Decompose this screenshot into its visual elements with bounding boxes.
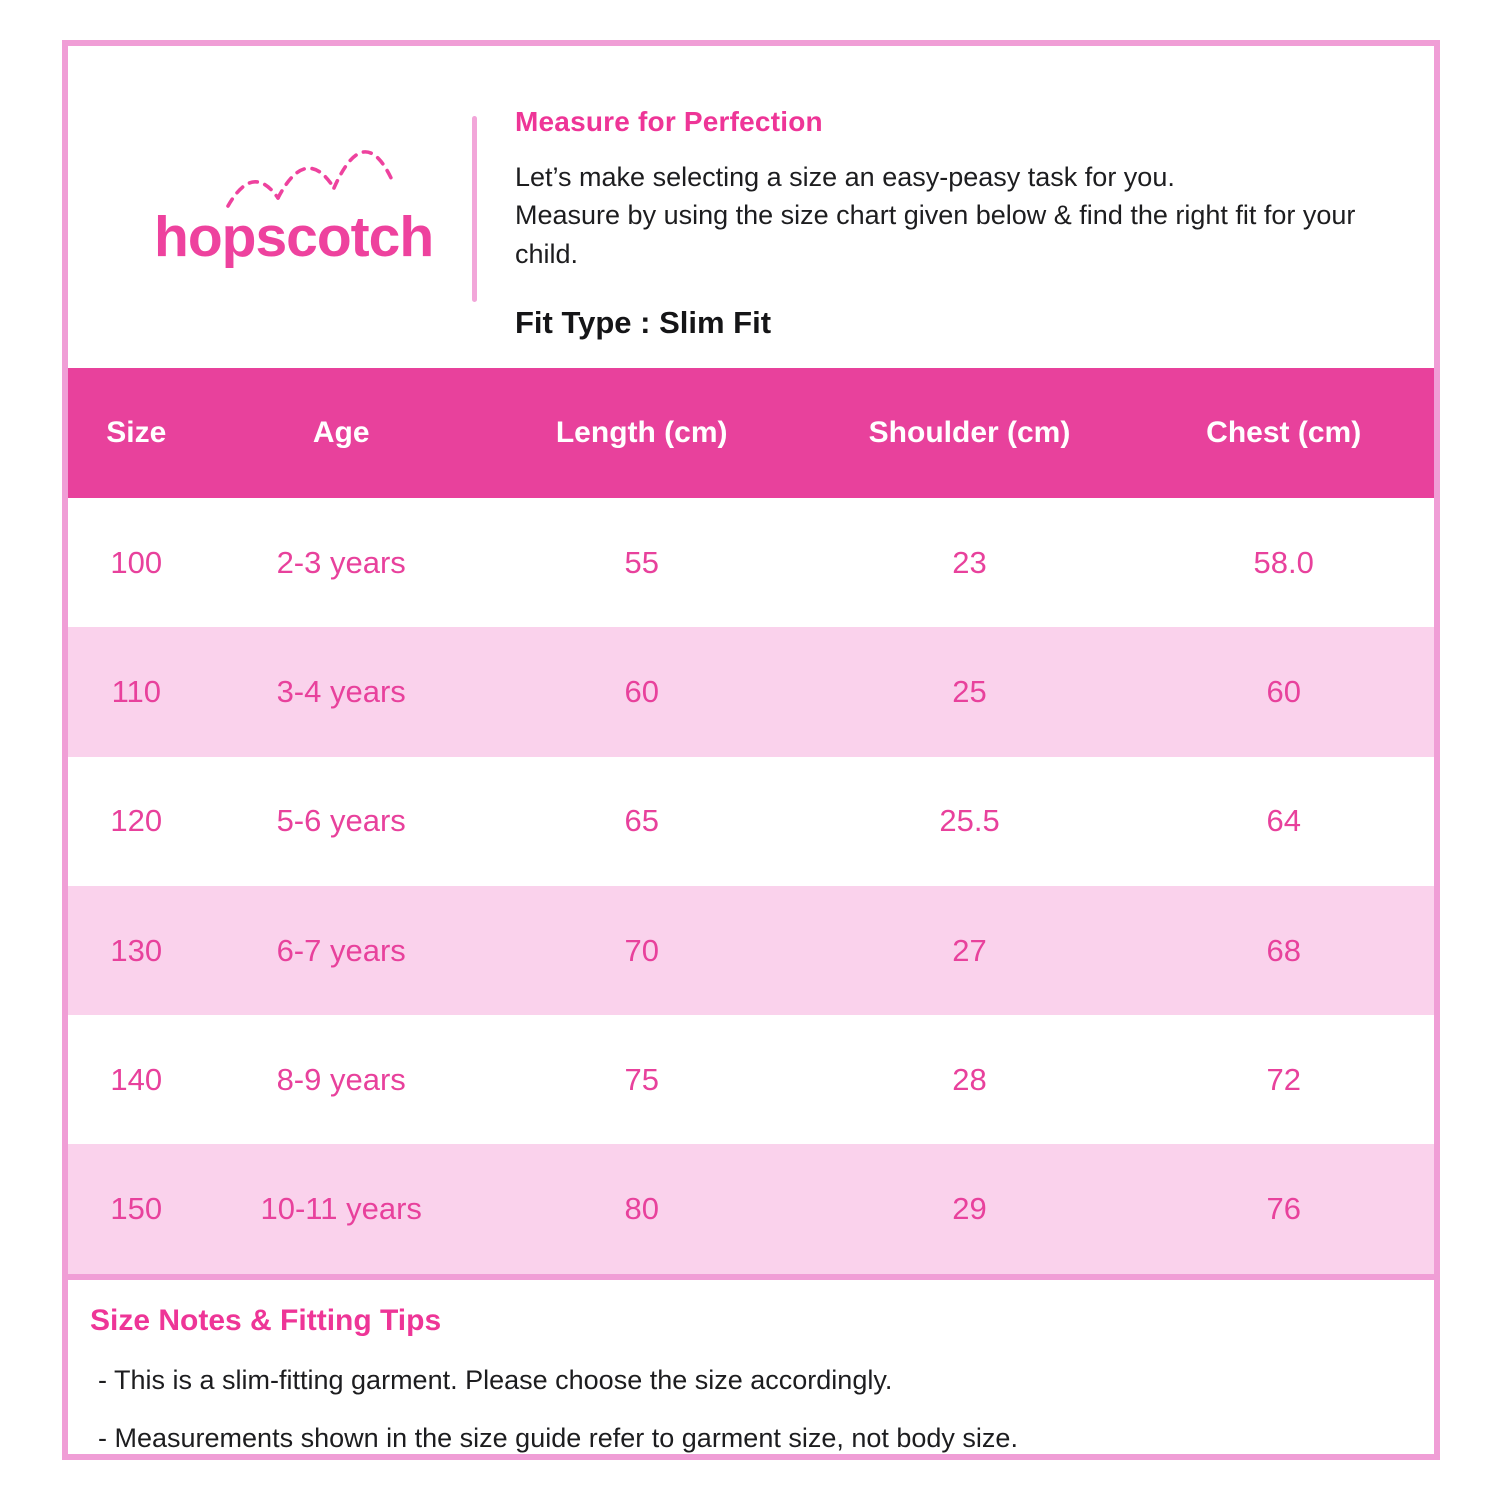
vertical-divider [472,116,477,302]
intro-block [515,46,1434,368]
table-cell: 23 [952,544,987,580]
table-cell: 5-6 years [276,803,406,839]
table-row [68,627,1434,756]
table-cell: 58.0 [1253,544,1314,580]
table-cell: 2-3 years [276,544,406,580]
size-chart-card [62,40,1440,1460]
table-cell: 10-11 years [260,1191,422,1227]
column-header-length: Length (cm) [555,416,728,449]
note-item-2: - Measurements shown in the size guide refer to garment size, not body size. [98,1422,1018,1453]
table-cell: 27 [952,932,987,968]
table-cell: 25 [952,673,987,709]
table-cell: 3-4 years [276,673,406,709]
table-cell: 100 [110,544,163,580]
hopscotch-logo-icon [150,124,450,284]
table-cell: 72 [1266,1061,1301,1097]
table-cell: 60 [624,673,659,709]
table-cell: 60 [1266,673,1301,709]
intro-line-2: Measure by using the size chart given below & find the right fit for your child. [515,200,1356,269]
table-cell: 28 [952,1061,987,1097]
table-cell: 150 [110,1191,163,1227]
table-cell: 25.5 [939,803,1000,839]
table-cell: 29 [952,1191,987,1227]
column-header-chest: Chest (cm) [1206,416,1362,449]
table-cell: 55 [624,544,659,580]
logo-text: hopscotch [154,205,434,269]
table-header-row [68,368,1434,498]
size-notes-section [68,1274,1434,1454]
table-cell: 64 [1266,803,1301,839]
column-header-age: Age [312,416,370,449]
table-cell: 70 [624,932,659,968]
brand-logo [68,46,448,368]
table-cell: 75 [624,1061,659,1097]
intro-line-1: Let’s make selecting a size an easy-peasy task for you. [515,162,1175,192]
note-item-1: - This is a slim-fitting garment. Please choose the size accordingly. [98,1364,893,1395]
size-notes-title: Size Notes & Fitting Tips [90,1303,442,1337]
table-row [68,886,1434,1015]
column-header-shoulder: Shoulder (cm) [868,416,1071,449]
intro-title: Measure for Perfection [515,106,823,137]
table-cell: 140 [110,1061,163,1097]
table-row [68,757,1434,886]
table-cell: 80 [624,1191,659,1227]
table-cell: 8-9 years [276,1061,406,1097]
column-header-size: Size [106,416,167,449]
table-cell: 76 [1266,1191,1301,1227]
table-row [68,498,1434,627]
table-row [68,1144,1434,1273]
brand-header [68,46,1434,368]
table-row [68,1015,1434,1144]
table-cell: 130 [110,932,163,968]
table-cell: 65 [624,803,659,839]
table-cell: 6-7 years [276,932,406,968]
intro-text [515,158,1415,273]
table-cell: 110 [111,673,161,709]
table-cell: 120 [110,803,163,839]
size-table-body [68,498,1434,1274]
table-cell: 68 [1266,932,1301,968]
fit-type-label: Fit Type : Slim Fit [515,304,772,340]
